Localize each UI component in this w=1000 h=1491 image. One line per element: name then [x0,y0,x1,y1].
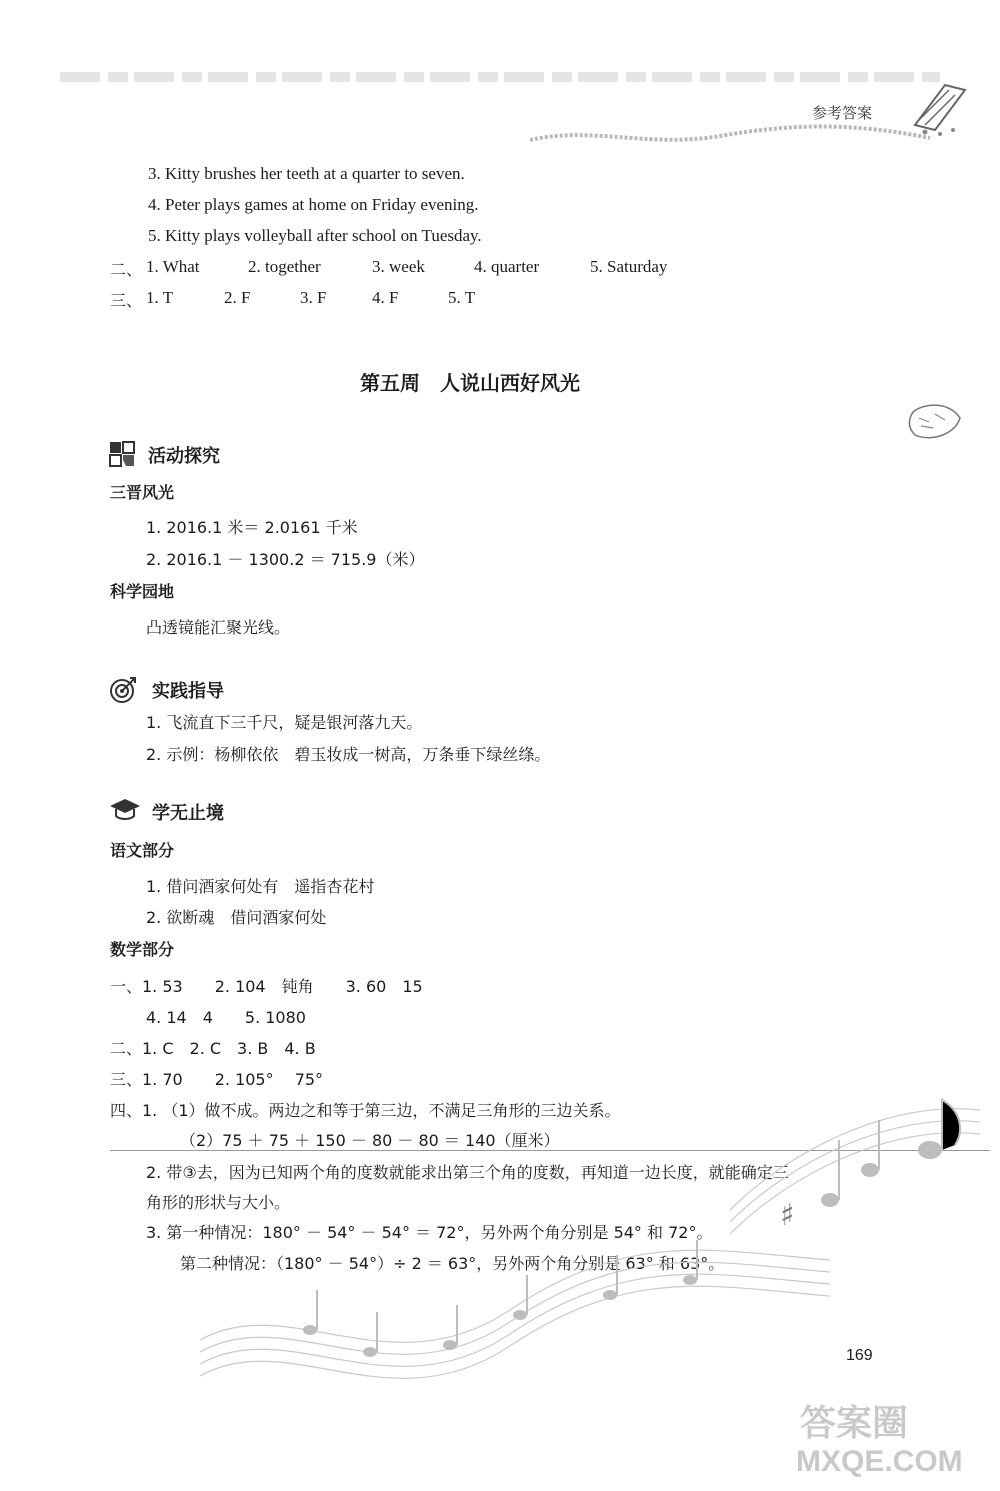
math-part-heading: 数学部分 [110,940,175,959]
practice-heading: 实践指导 [152,681,224,702]
part2-answer-5: 5. Saturday [590,257,668,276]
math-line-2: 4. 14 4 5. 1080 [146,1008,306,1027]
watermark-brand: 答案圈 [800,1402,909,1443]
math-line-4: 三、1. 70 2. 105° 75° [110,1070,324,1089]
part3-answer-4: 4. F [372,288,399,307]
part3-answer-5: 5. T [448,288,476,307]
target-icon [108,675,138,705]
learning-heading: 学无止境 [152,803,224,824]
activity-sub2-text: 凸透镜能汇聚光线。 [146,618,291,637]
math-line-7: 2. 带③去，因为已知两个角的度数就能求出第三个角的度数，再知道一边长度，就能确定三 [146,1163,789,1182]
puzzle-icon [108,440,136,468]
chinese-item-1: 1. 借问酒家何处有 遥指杏花村 [146,877,375,896]
graduation-cap-icon [108,796,142,822]
english-line-3: 3. Kitty brushes her teeth at a quarter to seven. [148,164,465,183]
practice-item-1: 1. 飞流直下三千尺，疑是银河落九天。 [146,713,423,732]
part3-label: 三、 [110,291,143,310]
part2-answer-3: 3. week [372,257,425,276]
part3-answer-3: 3. F [300,288,327,307]
activity-heading: 活动探究 [148,446,220,467]
activity-sub2-heading: 科学园地 [110,582,175,601]
math-line-9: 3. 第一种情况：180° － 54° － 54° ＝ 72°，另外两个角分别是 54° 和 72°。 [146,1223,713,1242]
activity-sub1-heading: 三晋风光 [110,483,175,502]
math-line-3: 二、1. C 2. C 3. B 4. B [110,1039,316,1058]
math-line-5: 四、1. （1）做不成。两边之和等于第三边，不满足三角形的三边关系。 [110,1101,621,1120]
faint-header-strip [60,62,940,92]
header-label: 参考答案 [812,104,873,122]
part2-answer-4: 4. quarter [474,257,540,276]
leaf-doodle-icon [905,400,965,445]
english-line-4: 4. Peter plays games at home on Friday evening. [148,195,479,214]
activity-sub1-item-2: 2. 2016.1 － 1300.2 ＝ 715.9（米） [146,550,425,569]
part2-answer-1: 1. What [146,257,200,276]
week-title: 第五周 人说山西好风光 [360,371,580,395]
math-line-8: 角形的形状与大小。 [146,1193,291,1212]
page-number: 169 [846,1347,873,1364]
watermark-url: MXQE.COM [796,1445,963,1478]
chinese-part-heading: 语文部分 [110,841,175,860]
part2-answer-2: 2. together [248,257,321,276]
math-line-6: （2）75 ＋ 75 ＋ 150 － 80 － 80 ＝ 140（厘米） [180,1131,560,1150]
math-line-10: 第二种情况：（180° － 54°）÷ 2 ＝ 63°，另外两个角分别是 63° 和 63°。 [180,1254,725,1273]
activity-sub1-item-1: 1. 2016.1 米＝ 2.0161 千米 [146,518,358,537]
chinese-item-2: 2. 欲断魂 借问酒家何处 [146,908,327,927]
english-line-5: 5. Kitty plays volleyball after school on Tuesday. [148,226,482,245]
music-staff-decoration [190,1090,990,1390]
part3-answer-1: 1. T [146,288,174,307]
part3-answer-2: 2. F [224,288,251,307]
part2-label: 二、 [110,260,143,279]
practice-item-2: 2. 示例：杨柳依依 碧玉妆成一树高，万条垂下绿丝绦。 [146,745,551,764]
svg-text:♯: ♯ [780,1198,795,1233]
math-line-1: 一、1. 53 2. 104 钝角 3. 60 15 [110,977,423,996]
